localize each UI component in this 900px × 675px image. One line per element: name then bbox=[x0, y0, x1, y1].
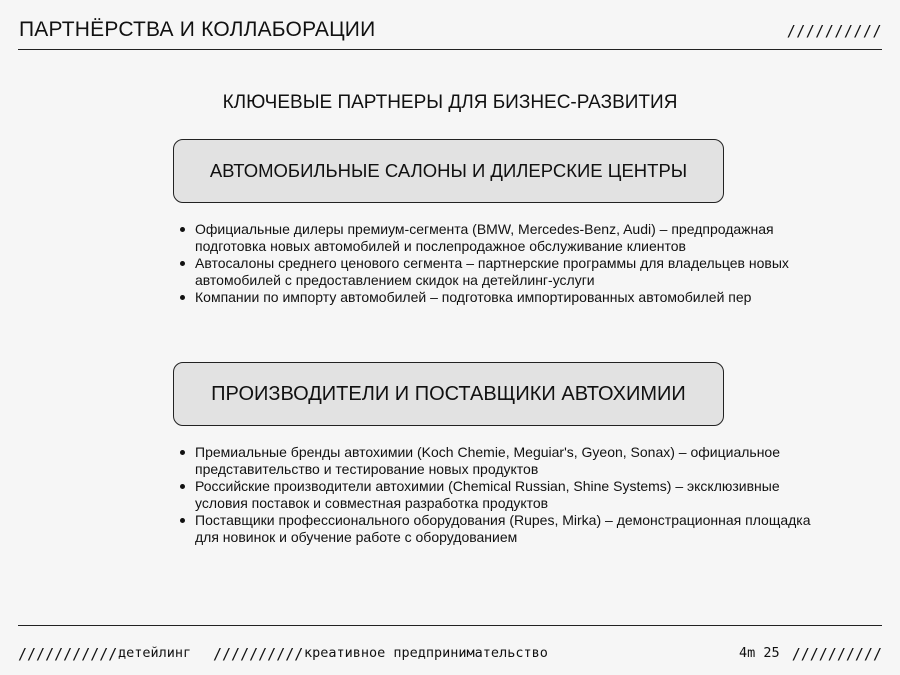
list-item bbox=[178, 444, 818, 478]
list-item bbox=[178, 255, 818, 289]
partner-box-heading: АВТОМОБИЛЬНЫЕ САЛОНЫ И ДИЛЕРСКИЕ ЦЕНТРЫ bbox=[209, 160, 688, 181]
footer-course: креативное предпринимательство bbox=[304, 645, 548, 661]
dealers-bullet-list bbox=[178, 221, 818, 306]
list-item-text: Компании по импорту автомобилей – подготовка импортированных автомобилей пер bbox=[195, 289, 752, 305]
footer bbox=[0, 645, 900, 665]
partner-box-dealers bbox=[173, 139, 724, 203]
header-divider bbox=[18, 49, 882, 50]
bullet-dot-icon bbox=[180, 484, 185, 489]
bullet-dot-icon bbox=[180, 450, 185, 455]
list-item-text: Российские производители автохимии (Chemical Russian, Shine Systems) – эксклюзивные условия поставок и совместная разработка продуктов bbox=[195, 478, 780, 511]
list-item bbox=[178, 512, 818, 546]
chemicals-bullet-list bbox=[178, 444, 818, 546]
bullet-dot-icon bbox=[180, 518, 185, 523]
footer-topic: детейлинг bbox=[118, 645, 192, 661]
partner-box-chemicals bbox=[173, 362, 724, 426]
list-item-text: Автосалоны среднего ценового сегмента – партнерские программы для владельцев новых автомобилей с предоставлением скидок на детейлинг-услуги bbox=[195, 255, 789, 288]
partner-box-heading: ПРОИЗВОДИТЕЛИ И ПОСТАВЩИКИ АВТОХИМИИ bbox=[211, 382, 686, 405]
list-item bbox=[178, 221, 818, 255]
footer-slashes-left: /////////// bbox=[18, 645, 118, 663]
header-title: ПАРТНЁРСТВА И КОЛЛАБОРАЦИИ bbox=[19, 18, 376, 41]
footer-slashes-right: ////////// bbox=[791, 645, 882, 663]
list-item-text: Официальные дилеры премиум-сегмента (BMW, Mercedes-Benz, Audi) – предпродажная подготовка новых автомобилей и послепродажное обслуживание клиентов bbox=[195, 221, 774, 254]
bullet-dot-icon bbox=[180, 295, 185, 300]
bullet-dot-icon bbox=[180, 227, 185, 232]
list-item-text: Поставщики профессионального оборудования (Rupes, Mirka) – демонстрационная площадка для новинок и обучение работе с оборудованием bbox=[195, 512, 811, 545]
bullet-dot-icon bbox=[180, 261, 185, 266]
header-slashes: ////////// bbox=[786, 22, 882, 40]
list-item bbox=[178, 478, 818, 512]
footer-divider bbox=[18, 625, 882, 626]
section-title: КЛЮЧЕВЫЕ ПАРТНЕРЫ ДЛЯ БИЗНЕС-РАЗВИТИЯ bbox=[222, 92, 678, 113]
list-item-text: Премиальные бренды автохимии (Koch Chemie, Meguiar's, Gyeon, Sonax) – официальное представительство и тестирование новых продуктов bbox=[195, 444, 780, 477]
footer-slashes-mid: ////////// bbox=[213, 645, 304, 663]
page-number: 4m 25 bbox=[739, 645, 780, 661]
list-item bbox=[178, 289, 818, 306]
